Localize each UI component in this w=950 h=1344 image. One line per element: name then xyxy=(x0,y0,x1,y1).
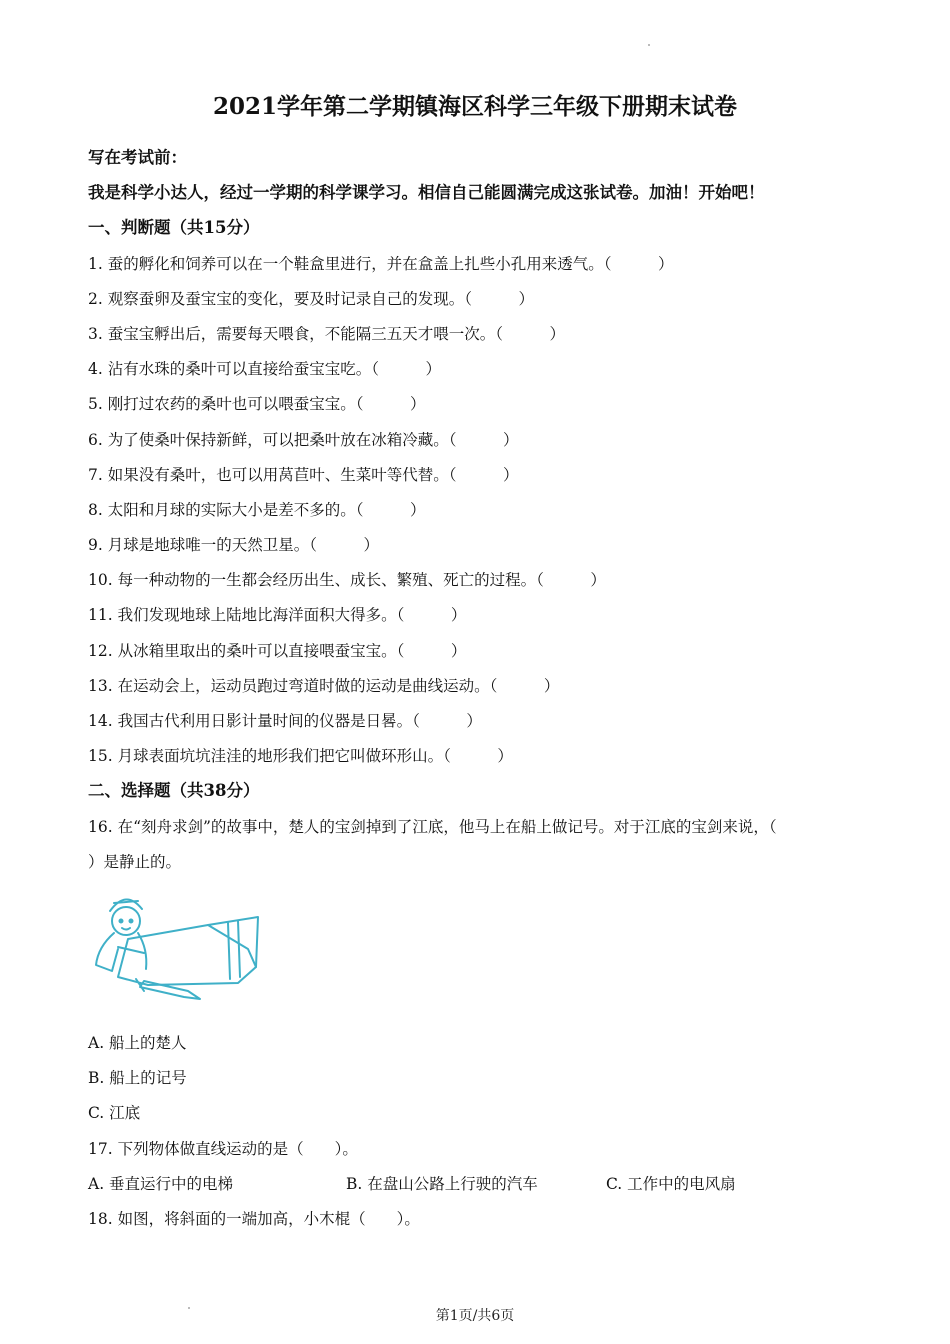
q16-option-c: C. 江底 xyxy=(88,1104,141,1123)
judge-item-12: 12. 从冰箱里取出的桑叶可以直接喂蚕宝宝。（ ） xyxy=(88,641,467,660)
scan-speck xyxy=(648,44,650,46)
q16-stem-line1: 16. 在“刻舟求剑”的故事中，楚人的宝剑掉到了江底，他马上在船上做记号。对于江底的宝剑来说，（ xyxy=(88,817,777,836)
q16-stem-line2: ）是静止的。 xyxy=(88,852,182,871)
page-footer: 第1页/共6页 xyxy=(435,1308,515,1324)
judge-item-6: 6. 为了使桑叶保持新鲜，可以把桑叶放在冰箱冷藏。（ ） xyxy=(88,430,519,449)
exam-body xyxy=(88,144,878,1240)
q18-stem: 18. 如图，将斜面的一端加高，小木棍（ ）。 xyxy=(88,1209,420,1228)
section2-heading: 二、选择题（共38分） xyxy=(88,781,260,801)
judge-item-7: 7. 如果没有桑叶，也可以用莴苣叶、生菜叶等代替。（ ） xyxy=(88,465,519,484)
judge-item-13: 13. 在运动会上，运动员跑过弯道时做的运动是曲线运动。（ ） xyxy=(88,676,560,695)
judge-item-14: 14. 我国古代利用日影计量时间的仪器是日晷。（ ） xyxy=(88,712,482,730)
q17-options xyxy=(88,1170,878,1205)
section1-heading: 一、判断题（共15分） xyxy=(88,218,260,238)
judge-item-4: 4. 沾有水珠的桑叶可以直接给蚕宝宝吃。（ ） xyxy=(88,360,441,379)
judge-item-9: 9. 月球是地球唯一的天然卫星。（ ） xyxy=(88,536,379,555)
judge-item-1: 1. 蚕的孵化和饲养可以在一个鞋盒里进行，并在盒盖上扎些小孔用来透气。（ ） xyxy=(88,254,674,273)
judge-item-11: 11. 我们发现地球上陆地比海洋面积大得多。（ ） xyxy=(88,606,467,625)
q17-option-c: C. 工作中的电风扇 xyxy=(606,1174,736,1193)
judge-item-8: 8. 太阳和月球的实际大小是差不多的。（ ） xyxy=(88,500,426,519)
q17-option-a: A. 垂直运行中的电梯 xyxy=(88,1174,234,1193)
q17-option-b: B. 在盘山公路上行驶的汽车 xyxy=(346,1174,538,1193)
intro-heading: 写在考试前： xyxy=(88,148,187,167)
judge-item-2: 2. 观察蚕卵及蚕宝宝的变化，要及时记录自己的发现。（ ） xyxy=(88,289,534,308)
q17-stem: 17. 下列物体做直线运动的是（ ）。 xyxy=(88,1139,358,1158)
page-title: 2021学年第二学期镇海区科学三年级下册期末试卷 xyxy=(212,93,737,120)
judge-item-5: 5. 刚打过农药的桑叶也可以喂蚕宝宝。（ ） xyxy=(88,395,426,414)
intro-message: 我是科学小达人，经过一学期的科学课学习。相信自己能圆满完成这张试卷。加油！开始吧！ xyxy=(88,183,765,203)
boat-sword-illustration xyxy=(88,887,268,1007)
judge-item-10: 10. 每一种动物的一生都会经历出生、成长、繁殖、死亡的过程。（ ） xyxy=(88,571,606,590)
q16-option-a: A. 船上的楚人 xyxy=(88,1033,187,1052)
judge-item-3: 3. 蚕宝宝孵出后，需要每天喂食，不能隔三五天才喂一次。（ ） xyxy=(88,324,565,343)
judge-item-15: 15. 月球表面坑坑洼洼的地形我们把它叫做环形山。（ ） xyxy=(88,747,513,766)
q16-option-b: B. 船上的记号 xyxy=(88,1069,187,1088)
